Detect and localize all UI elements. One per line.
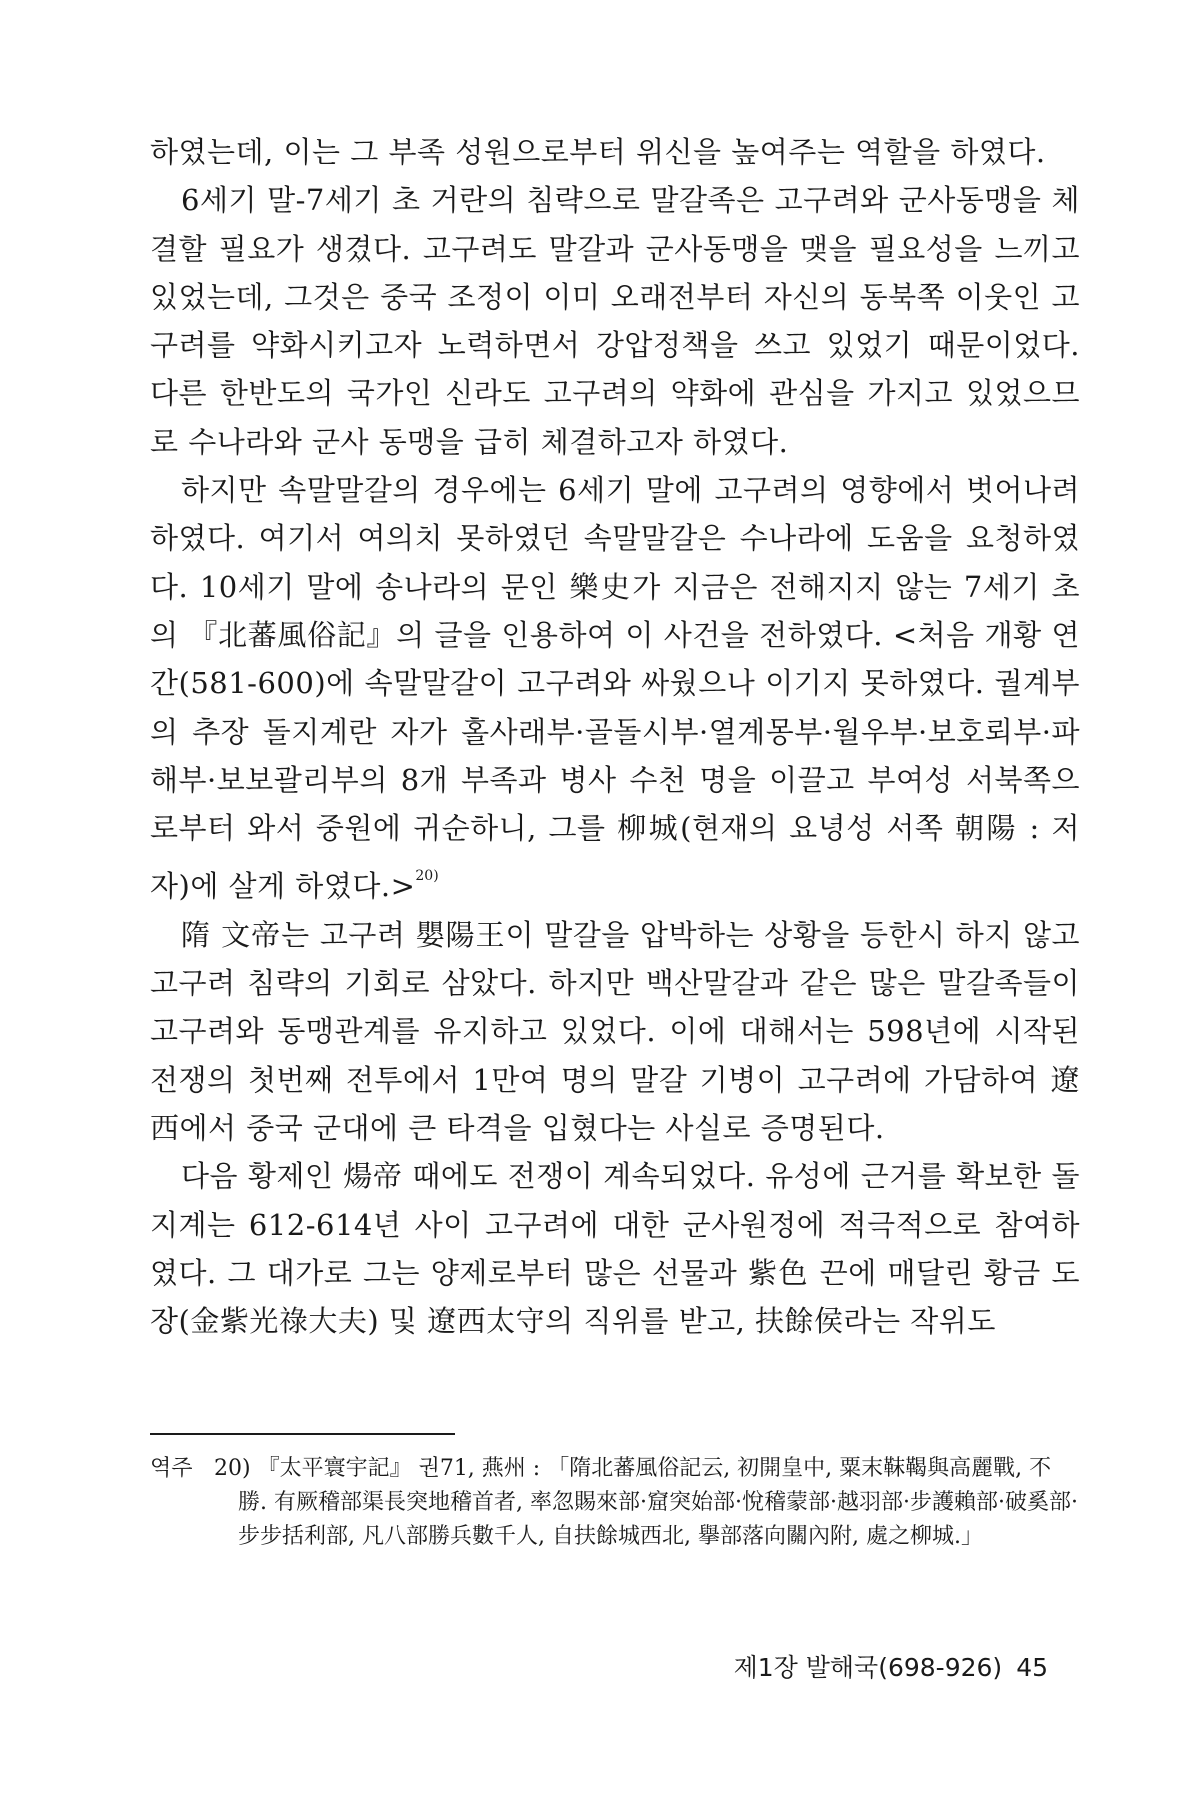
page-footer [734,1648,1048,1684]
paragraph-sumo-mohe [150,466,1080,911]
paragraph-sui-yangdi: 다음 황제인 煬帝 때에도 전쟁이 계속되었다. 유성에 근거를 확보한 돌지계는 612-614년 사이 고구려에 대한 군사원정에 적극적으로 참여하였다. 그 대가로 그는 양제로부터 많은 선물과 紫色 끈에 매달린 황금 도장(金紫光祿大夫) 및 遼西太守의 직위를 받고, 扶餘侯라는 작위도 [150,1159,1080,1339]
footnote-divider [150,1433,455,1435]
footnote-text: 20) 『太平寰宇記』 권71, 燕州 : 「隋北蕃風俗記云, 初開皇中, 粟末靺鞨與高麗戰, 不勝. 有厥稽部渠長突地稽首者, 率忽賜來部·窟突始部·悅稽蒙部·越羽部·步護賴部·破奚部·步步括利部, 凡八部勝兵數千人, 自扶餘城西北, 擧部落向關內附, 處之柳城.」 [214,1456,1078,1549]
footnote-reference[interactable]: 20) [415,868,439,885]
chapter-title: 제1장 발해국(698-926) [733,1653,1003,1682]
footnote [150,1452,1080,1554]
paragraph-sumo-mohe-text: 하지만 속말말갈의 경우에는 6세기 말에 고구려의 영향에서 벗어나려 하였다. 여기서 여의치 못하였던 속말말갈은 수나라에 도움을 요청하였다. 10세기 말에 송나라의 문인 樂史가 지금은 전해지지 않는 7세기 초의 『北蕃風俗記』의 글을 인용하여 이 사건을 전하였다. <처음 개황 연간(581-600)에 속말말갈이 고구려와 싸웠으나 이기지 못하였다. 궐계부의 추장 돌지계란 자가 홀사래부·골돌시부·열계몽부·월우부·보호뢰부·파해부·보보괄리부의 8개 부족과 병사 수천 명을 이끌고 부여성 서북쪽으로부터 와서 중원에 귀순하니, 그를 柳城(현재의 요녕성 서쪽 朝陽 : 저자)에 살게 하였다.> [150,473,1080,904]
paragraph-sui-wendi: 隋 文帝는 고구려 嬰陽王이 말갈을 압박하는 상황을 등한시 하지 않고 고구려 침략의 기회로 삼았다. 하지만 백산말갈과 같은 많은 말갈족들이 고구려와 동맹관계를 유지하고 있었다. 이에 대해서는 598년에 시작된 전쟁의 첫번째 전투에서 1만여 명의 말갈 기병이 고구려에 가담하여 遼西에서 중국 군대에 큰 타격을 입혔다는 사실로 증명된다. [150,917,1080,1145]
paragraph-continuation: 하였는데, 이는 그 부족 성원으로부터 위신을 높여주는 역할을 하였다. [150,135,1046,169]
footnote-label: 역주 [150,1456,193,1481]
paragraph-khitan-alliance: 6세기 말-7세기 초 거란의 침략으로 말갈족은 고구려와 군사동맹을 체결할 필요가 생겼다. 고구려도 말갈과 군사동맹을 맺을 필요성을 느끼고 있었는데, 그것은 중국 조정이 이미 오래전부터 자신의 동북쪽 이웃인 고구려를 약화시키고자 노력하면서 강압정책을 쓰고 있었기 때문이었다. 다른 한반도의 국가인 신라도 고구려의 약화에 관심을 가지고 있었으므로 수나라와 군사 동맹을 급히 체결하고자 하였다. [150,183,1080,459]
page-number: 45 [1016,1653,1048,1682]
main-text [150,128,1080,1345]
